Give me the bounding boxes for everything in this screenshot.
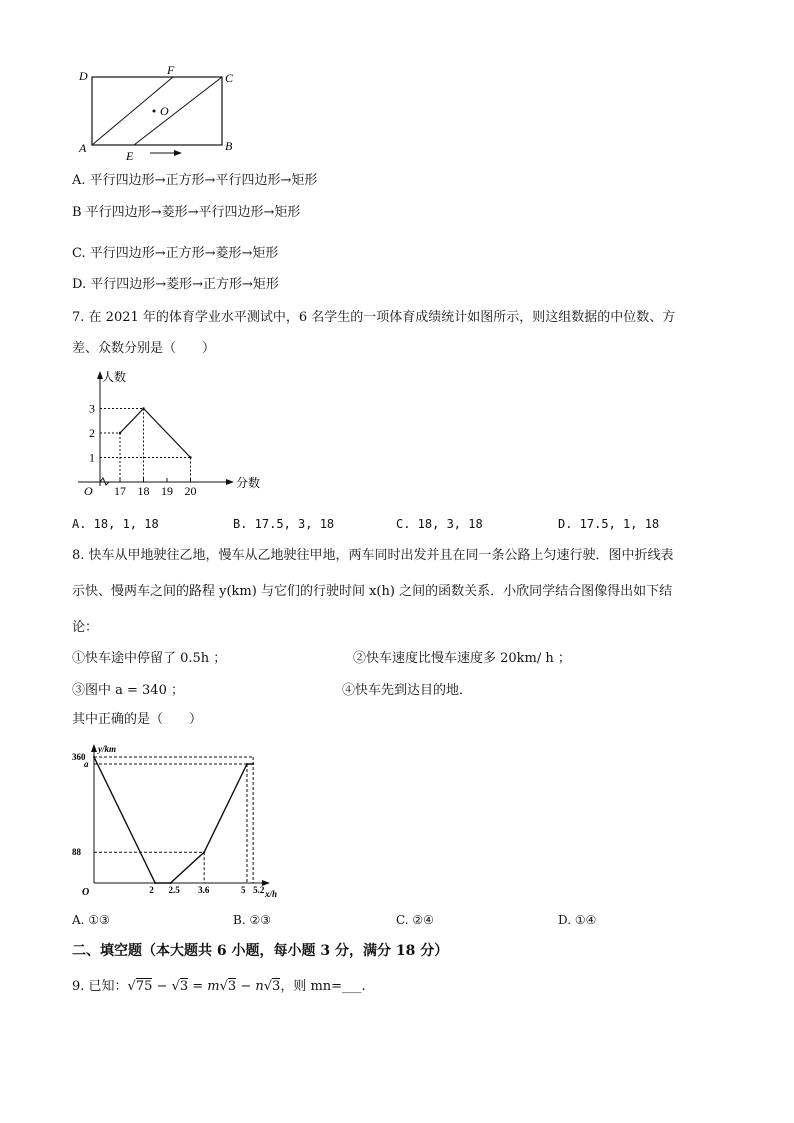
rectangle-diagonals bbox=[70, 60, 250, 165]
q6-option-d: D. 平行四边形→菱形→正方形→矩形 bbox=[72, 277, 279, 292]
y-tick-label: 88 bbox=[72, 847, 81, 858]
q8-option-d: D. ①④ bbox=[558, 913, 597, 927]
q9-radicand-4: 3 bbox=[272, 979, 281, 994]
origin-label: O bbox=[82, 887, 90, 898]
data-point bbox=[252, 763, 254, 765]
label-b: B bbox=[225, 139, 233, 153]
y-tick-label: 3 bbox=[89, 401, 95, 416]
q9-prefix: 9. 已知： bbox=[72, 979, 128, 994]
y-axis-label: 人数 bbox=[102, 370, 127, 384]
data-point bbox=[246, 763, 248, 765]
y-axis-label: y/km bbox=[98, 744, 116, 754]
q7-line-2: 差、众数分别是（ ） bbox=[72, 341, 216, 356]
q8-line-3: 论： bbox=[72, 620, 99, 635]
x-tick-label: 2 bbox=[149, 885, 154, 895]
x-axis-label: 分数 bbox=[236, 476, 261, 490]
x-tick-label: 17 bbox=[114, 484, 126, 498]
q6-option-b: B 平行四边形→菱形→平行四边形→矩形 bbox=[72, 205, 301, 220]
q8-conclusion-1: ①快车途中停留了 0.5h ； bbox=[72, 651, 227, 666]
y-tick-label: 360 bbox=[72, 752, 86, 762]
data-line bbox=[120, 409, 191, 458]
sqrt-symbol: √ bbox=[263, 979, 273, 994]
q6-option-c: C. 平行四边形→正方形→菱形→矩形 bbox=[72, 246, 279, 261]
label-c: C bbox=[225, 71, 234, 85]
sqrt-symbol: √ bbox=[171, 979, 180, 994]
q8-option-b: B. ②③ bbox=[233, 913, 271, 927]
label-o: O bbox=[160, 104, 169, 118]
q7-option-b: B. 17.5, 3, 18 bbox=[233, 517, 335, 531]
y-tick-label: 2 bbox=[89, 426, 95, 440]
data-point bbox=[154, 882, 156, 884]
q9-blank: ___ bbox=[342, 979, 362, 994]
q8-ask: 其中正确的是（ ） bbox=[72, 712, 203, 727]
sqrt-symbol: √ bbox=[219, 979, 228, 994]
x-axis-arrow-icon bbox=[226, 479, 234, 485]
q8-line-1: 8. 快车从甲地驶往乙地，慢车从乙地驶往甲地，两车同时出发并且在同一条公路上匀速行驶．图中折线表 bbox=[72, 548, 674, 563]
q7-option-a: A. 18, 1, 18 bbox=[72, 517, 159, 531]
q7-option-d: D. 17.5, 1, 18 bbox=[558, 517, 660, 531]
q9-minus: − bbox=[152, 979, 172, 994]
x-tick-label: 5 bbox=[241, 885, 246, 895]
q9-end: . bbox=[361, 979, 366, 994]
q8-option-c: C. ②④ bbox=[396, 913, 434, 927]
q8-conclusion-4: ④快车先到达目的地． bbox=[342, 683, 473, 698]
data-line bbox=[94, 757, 253, 883]
q9-line bbox=[72, 979, 366, 995]
data-point bbox=[203, 851, 205, 853]
segment-ac-true bbox=[92, 77, 173, 145]
data-point bbox=[93, 756, 95, 758]
q9-suffix: ，则 mn= bbox=[280, 979, 343, 994]
x-axis-label: x/h bbox=[265, 889, 278, 898]
q6-option-a: A. 平行四边形→正方形→平行四边形→矩形 bbox=[72, 173, 318, 188]
x-tick-label: 18 bbox=[137, 484, 150, 498]
data-point bbox=[119, 432, 121, 434]
q7-line-1: 7. 在 2021 年的体育学业水平测试中，6 名学生的一项体育成绩统计如图所示，则这组数据的中位数、方 bbox=[72, 310, 676, 325]
label-a: A bbox=[79, 141, 87, 155]
q7-option-c: C. 18, 3, 18 bbox=[396, 517, 483, 531]
q9-radicand-2: 3 bbox=[179, 979, 189, 994]
sqrt-symbol: √ bbox=[127, 979, 136, 994]
score-count-chart bbox=[70, 365, 270, 500]
x-tick-label: 19 bbox=[161, 484, 173, 498]
distance-time-chart bbox=[70, 740, 290, 898]
y-tick-label: a bbox=[84, 759, 89, 769]
q9-radicand-1: 75 bbox=[135, 979, 153, 994]
label-f: F bbox=[167, 63, 175, 77]
q9-radicand-3: 3 bbox=[227, 979, 237, 994]
x-tick-label: 20 bbox=[184, 484, 197, 498]
y-axis-arrow-icon bbox=[91, 744, 97, 752]
section-2-title: 二、填空题（本大题共 6 小题，每小题 3 分，满分 18 分） bbox=[72, 943, 449, 959]
data-point bbox=[189, 456, 191, 458]
q8-option-a: A. ①③ bbox=[72, 913, 110, 927]
x-tick-label: 5.2 bbox=[253, 885, 265, 895]
q8-conclusion-3: ③图中 a = 340 ； bbox=[72, 683, 184, 698]
q9-mid: − n bbox=[236, 979, 264, 994]
q9-eq: = m bbox=[188, 979, 220, 994]
origin-label: O bbox=[84, 484, 93, 498]
data-point bbox=[170, 882, 172, 884]
x-tick-label: 3.6 bbox=[198, 885, 210, 895]
data-point bbox=[142, 407, 144, 409]
y-tick-label: 1 bbox=[89, 450, 95, 465]
label-d: D bbox=[79, 69, 88, 83]
q8-line-2: 示快、慢两车之间的路程 y(km) 与它们的行驶时间 x(h) 之间的函数关系．小欣同学结合图像得出如下结 bbox=[72, 584, 673, 599]
q8-conclusion-2: ②快车速度比慢车速度多 20km/ h ； bbox=[353, 651, 571, 666]
label-e: E bbox=[126, 149, 134, 163]
x-tick-label: 2.5 bbox=[168, 885, 180, 895]
